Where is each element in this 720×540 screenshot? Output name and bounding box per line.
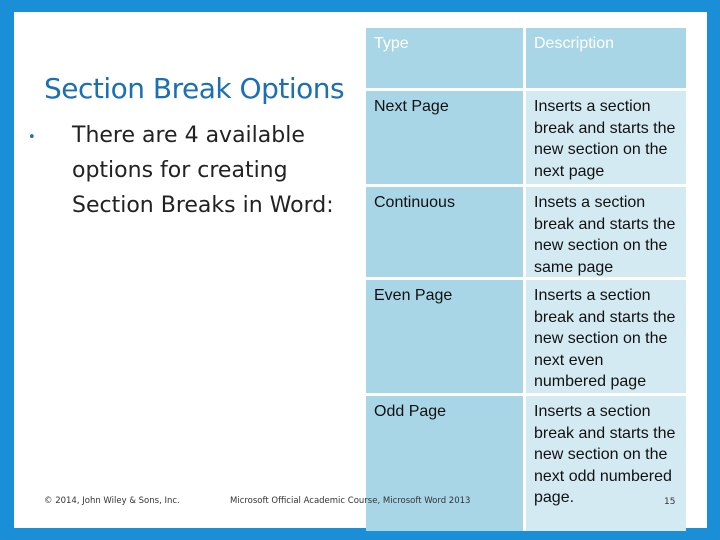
row-type: Odd Page (366, 393, 526, 531)
section-break-table (366, 28, 686, 531)
copyright-footer: © 2014, John Wiley & Sons, Inc. (44, 496, 180, 506)
slide (14, 12, 707, 528)
course-footer: Microsoft Official Academic Course, Microsoft Word 2013 (230, 496, 471, 506)
table-row (366, 88, 686, 184)
table-row (366, 184, 686, 277)
row-description: Inserts a section break and starts the new section on the next odd numbered page. (526, 393, 686, 531)
bullet-list (28, 118, 348, 223)
table-row (366, 393, 686, 531)
row-type: Even Page (366, 277, 526, 393)
bullet-text: There are 4 available options for creating Section Breaks in Word: (72, 123, 334, 218)
table-header-row (366, 28, 686, 88)
row-description: Inserts a section break and starts the new section on the next even numbered page (526, 277, 686, 393)
bullet-dot-icon: • (28, 130, 36, 145)
row-type: Next Page (366, 88, 526, 184)
row-description: Inserts a section break and starts the new section on the next page (526, 88, 686, 184)
table-row (366, 277, 686, 393)
row-description: Insets a section break and starts the new section on the same page (526, 184, 686, 277)
header-type: Type (366, 28, 526, 88)
slide-title: Section Break Options (44, 72, 345, 105)
page-number: 15 (664, 497, 676, 507)
header-description: Description (526, 28, 686, 88)
row-type: Continuous (366, 184, 526, 277)
